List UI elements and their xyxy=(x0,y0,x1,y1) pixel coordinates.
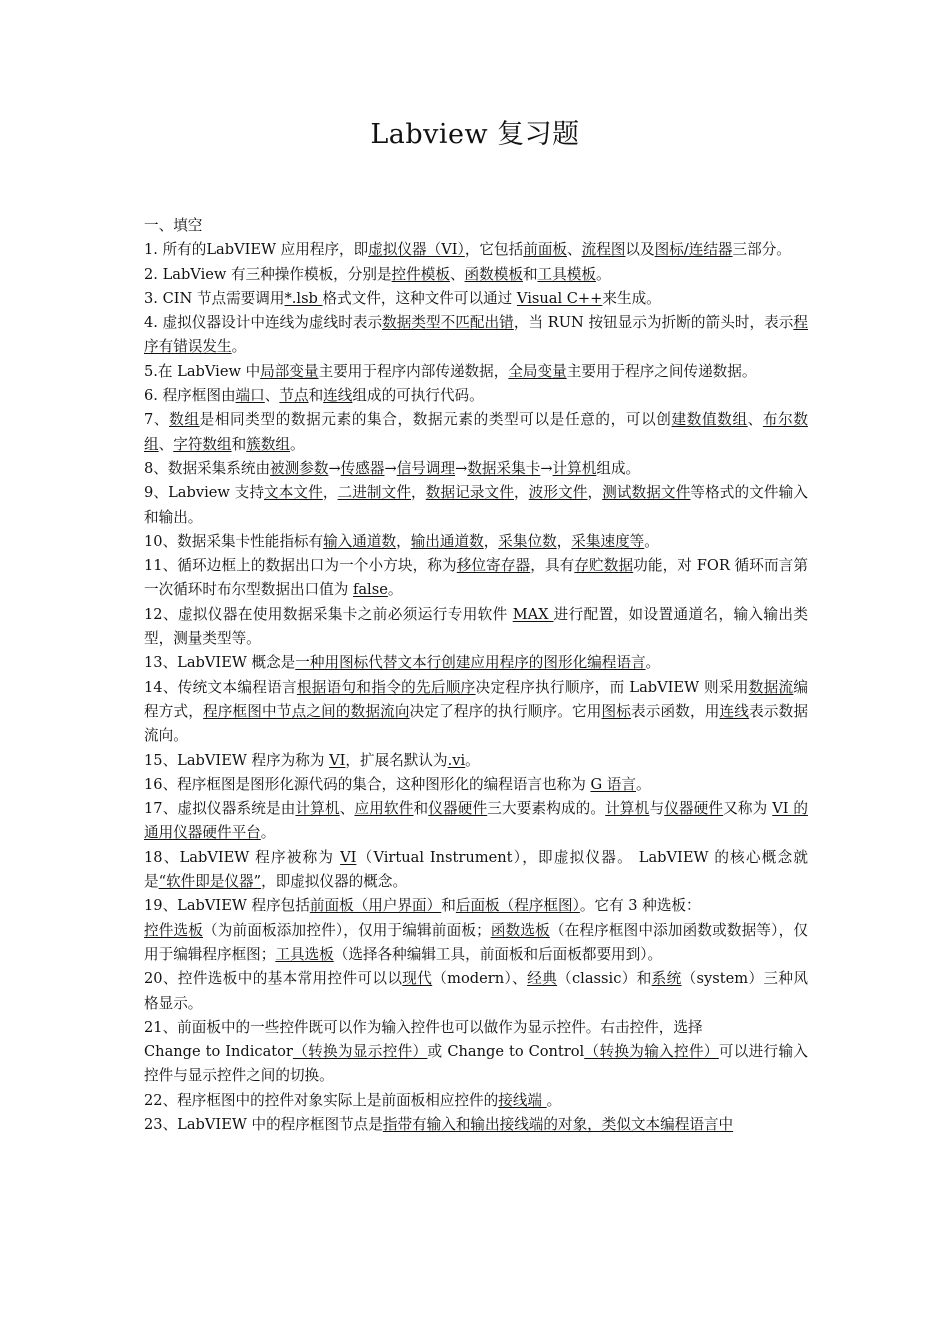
answer-blank: “软件即是仪器” xyxy=(158,873,262,891)
answer-blank: 计算机 xyxy=(552,459,597,477)
answer-blank: 计算机 xyxy=(295,800,340,818)
answer-blank: 端口 xyxy=(235,387,265,405)
answer-blank: false xyxy=(352,581,388,599)
question-text: ， xyxy=(556,532,572,550)
question-list xyxy=(144,238,808,1137)
answer-blank: 后面板（程序框图） xyxy=(455,897,580,915)
question-text: 和 xyxy=(413,800,429,818)
question-text: 9、Labview 支持 xyxy=(144,484,265,502)
question-text: 11、循环边框上的数据出口为一个小方块，称为 xyxy=(144,557,457,575)
question-text: 7、 xyxy=(144,411,170,429)
question-text: （选择各种编辑工具，前面板和后面板都要用到）。 xyxy=(333,945,663,963)
question-text: 可以进行输入控件与显示控件之间的切换。 xyxy=(144,1043,808,1085)
question-text: Change to Indicator xyxy=(144,1043,293,1061)
answer-blank: 工具选板 xyxy=(275,945,334,963)
question-text: 表示函数，用 xyxy=(631,702,720,720)
question-item xyxy=(144,457,808,481)
question-text: 又称为 xyxy=(723,800,773,818)
question-text: 8、数据采集系统由 xyxy=(144,459,271,477)
question-text: 三大要素构成的。 xyxy=(487,800,606,818)
question-text: 14、传统文本编程语言 xyxy=(144,678,297,696)
answer-blank: 数据采集卡 xyxy=(467,459,541,477)
answer-blank: .vi xyxy=(447,751,466,769)
question-text: → xyxy=(540,459,553,477)
answer-blank: VI 的通用仪器硬件平台 xyxy=(144,800,808,842)
question-item xyxy=(144,651,808,675)
answer-blank: 指带有输入和输出接线端的对象，类似文本编程语言中 xyxy=(382,1115,734,1133)
question-item xyxy=(144,408,808,457)
answer-blank: 建数值数组 xyxy=(671,411,748,429)
question-item xyxy=(144,530,808,554)
question-text: 13、LabVIEW 概念是 xyxy=(144,654,296,672)
question-text: 和 xyxy=(522,265,538,283)
question-text: 表示数据流向。 xyxy=(144,702,808,745)
question-text: 、 xyxy=(567,241,582,259)
answer-blank: 存贮数据 xyxy=(574,557,634,575)
question-text: 19、LabVIEW 程序包括 xyxy=(144,897,310,915)
document-title: Labview 复习题 xyxy=(370,119,580,150)
question-text: 。 xyxy=(290,435,305,453)
question-text: ，具有 xyxy=(530,557,575,575)
question-text: → xyxy=(455,459,468,477)
answer-blank: 应用软件 xyxy=(354,800,414,818)
question-text: 。 xyxy=(595,265,611,283)
question-text: → xyxy=(328,459,341,477)
question-text: 17、虚拟仪器系统是由 xyxy=(144,800,296,818)
answer-blank: 接线端 xyxy=(498,1091,547,1109)
question-text: 15、LabVIEW 程序为称为 xyxy=(144,751,330,769)
question-text: 决定了程序的执行顺序。它用 xyxy=(409,702,602,720)
question-text: 。 xyxy=(387,581,403,599)
answer-blank: 采集速度等 xyxy=(571,532,645,550)
question-text: 。 xyxy=(260,824,276,842)
document-body xyxy=(144,214,808,1137)
question-item xyxy=(144,967,808,1016)
answer-blank: VI xyxy=(340,848,357,866)
question-text: 23、LabVIEW 中的程序框图节点是 xyxy=(144,1115,383,1133)
answer-blank: 仪器硬件 xyxy=(664,800,724,818)
question-item xyxy=(144,554,808,603)
answer-blank: 节点 xyxy=(279,387,309,405)
question-text: 。 xyxy=(635,775,651,793)
question-text: 12、虚拟仪器在使用数据采集卡之前必须运行专用软件 xyxy=(144,605,513,623)
answer-blank: MAX xyxy=(512,605,554,623)
question-text: 、 xyxy=(339,800,355,818)
answer-blank: 连线 xyxy=(719,702,750,720)
question-text: 。 xyxy=(645,654,661,672)
question-text: ， xyxy=(411,484,426,502)
question-text: 和 xyxy=(231,435,247,453)
question-item xyxy=(144,773,808,797)
question-text: ，即虚拟仪器的概念。 xyxy=(261,873,408,891)
answer-blank: 数组 xyxy=(169,411,200,429)
question-text: 6. 程序框图由 xyxy=(144,387,236,405)
answer-blank: 程序框图中节点之间的数据流向 xyxy=(203,702,410,720)
answer-blank: 工具模板 xyxy=(537,265,596,283)
question-text: 组成。 xyxy=(596,459,641,477)
answer-blank: （转换为显示控件） xyxy=(292,1043,428,1061)
question-text: ， xyxy=(483,532,499,550)
answer-blank: 被测参数 xyxy=(270,459,329,477)
question-text: （Virtual Instrument），即虚拟仪器。 LabVIEW 的核心概念就是 xyxy=(144,848,808,891)
answer-blank: 控件选板 xyxy=(144,921,204,939)
answer-blank: VI xyxy=(329,751,346,769)
question-text: ， xyxy=(396,532,411,550)
question-text: 编程方式， xyxy=(144,678,808,720)
answer-blank: 移位寄存器 xyxy=(456,557,531,575)
question-text: 。 xyxy=(546,1091,562,1109)
question-text: 10、数据采集卡性能指标有 xyxy=(144,532,324,550)
question-text: 4. 虚拟仪器设计中连线为虚线时表示 xyxy=(144,314,383,332)
answer-blank: 测试数据文件 xyxy=(602,484,691,502)
question-text: （在程序框图中添加函数或数据等），仅用于编辑程序框图； xyxy=(144,921,808,963)
question-text: ， xyxy=(513,484,529,502)
answer-blank: 图标/连结器 xyxy=(654,241,733,259)
question-text: 18、LabVIEW 程序被称为 xyxy=(144,848,341,866)
question-text: 、 xyxy=(264,387,280,405)
question-text: → xyxy=(384,459,397,477)
question-text: 、 xyxy=(158,435,174,453)
answer-blank: 簇数组 xyxy=(246,435,291,453)
answer-blank: 前面板（用户界面） xyxy=(309,897,442,915)
question-text: 功能，对 FOR 循环而言第一次循环时布尔型数据出口值为 xyxy=(144,557,808,599)
question-item xyxy=(144,360,808,384)
answer-blank: 程序有错误发生 xyxy=(144,314,808,356)
question-text: 主要用于程序内部传递数据， xyxy=(318,362,509,380)
answer-blank: 采集位数 xyxy=(498,532,557,550)
question-text: ，扩展名默认为 xyxy=(345,751,448,769)
answer-blank: 局部变量 xyxy=(260,362,319,380)
answer-blank: 前面板 xyxy=(523,241,568,259)
question-text: 21、前面板中的一些控件既可以作为输入控件也可以做作为显示控件。右击控件，选择 xyxy=(144,1018,703,1036)
question-text: 3. CIN 节点需要调用 xyxy=(144,289,285,307)
answer-blank: （转换为输入控件） xyxy=(584,1043,719,1061)
answer-blank: *.lsb xyxy=(284,289,323,307)
answer-blank: 布尔数组 xyxy=(144,411,808,453)
question-text: 来生成。 xyxy=(602,289,661,307)
question-text: 20、控件选板中的基本常用控件可以以 xyxy=(144,970,403,988)
answer-blank: 经典 xyxy=(527,970,558,988)
question-text: （为前面板添加控件），仅用于编辑前面板； xyxy=(203,921,491,939)
question-text: 22、程序框图中的控件对象实际上是前面板相应控件的 xyxy=(144,1091,499,1109)
question-text: 组成的可执行代码。 xyxy=(352,387,484,405)
question-text: ， xyxy=(587,484,603,502)
question-item xyxy=(144,797,808,846)
question-item xyxy=(144,1089,808,1113)
answer-blank: 波形文件 xyxy=(528,484,588,502)
question-text: 2. LabView 有三种操作模板，分别是 xyxy=(144,265,392,283)
question-text: （classic）和 xyxy=(557,970,652,988)
question-item xyxy=(144,1113,808,1137)
question-text: 是相同类型的数据元素的集合，数据元素的类型可以是任意的，可以创 xyxy=(199,411,672,429)
question-text: 或 Change to Control xyxy=(427,1043,585,1061)
answer-blank: 现代 xyxy=(402,970,433,988)
question-item xyxy=(144,749,808,773)
answer-blank: 二进制文件 xyxy=(337,484,412,502)
answer-blank: 一种用图标代替文本行创建应用程序的图形化编程语言 xyxy=(295,654,646,672)
question-text: 决定程序执行顺序，而 LabVIEW 则采用 xyxy=(475,678,749,696)
answer-blank: 计算机 xyxy=(605,800,650,818)
question-item xyxy=(144,1016,808,1089)
question-item xyxy=(144,846,808,895)
question-item xyxy=(144,676,808,749)
answer-blank: 数据流 xyxy=(748,678,794,696)
question-text: 与 xyxy=(649,800,665,818)
answer-blank: 根据语句和指令的先后顺序 xyxy=(296,678,476,696)
answer-blank: 仪器硬件 xyxy=(428,800,488,818)
question-text: 5.在 LabView 中 xyxy=(144,362,261,380)
question-item xyxy=(144,263,808,287)
question-text: （system）三种风格显示。 xyxy=(144,970,808,1012)
answer-blank: 图标 xyxy=(601,702,631,720)
question-text: 进行配置，如设置通道名，输入输出类型，测量类型等。 xyxy=(144,605,808,648)
question-text: ，它包括 xyxy=(464,241,524,259)
question-text: （modern）、 xyxy=(432,970,528,988)
question-text: 主要用于程序之间传递数据。 xyxy=(566,362,757,380)
answer-blank: 全局变量 xyxy=(508,362,567,380)
question-text: ，当 RUN 按钮显示为折断的箭头时，表示 xyxy=(513,314,794,332)
question-text: 、 xyxy=(747,411,763,429)
question-item xyxy=(144,384,808,408)
question-text: 。 xyxy=(465,751,480,769)
question-text: 。它有 3 种选板： xyxy=(579,897,701,915)
section-heading: 一、填空 xyxy=(144,217,203,234)
question-text: 、 xyxy=(449,265,465,283)
answer-blank: 数据记录文件 xyxy=(425,484,514,502)
question-text: 和 xyxy=(308,387,324,405)
question-text: 和 xyxy=(441,897,456,915)
answer-blank: 控件模板 xyxy=(391,265,450,283)
question-text: ， xyxy=(322,484,338,502)
question-text: 格式文件，这种文件可以通过 xyxy=(322,289,517,307)
answer-blank: 虚拟仪器（VI） xyxy=(368,241,465,259)
question-item xyxy=(144,481,808,530)
question-text: 1. 所有的LabVIEW 应用程序，即 xyxy=(144,241,369,259)
answer-blank: Visual C++ xyxy=(516,289,603,307)
answer-blank: 数据类型不匹配出错 xyxy=(382,314,514,332)
answer-blank: 传感器 xyxy=(340,459,385,477)
answer-blank: G 语言 xyxy=(590,775,636,793)
question-text: 以及 xyxy=(625,241,655,259)
answer-blank: 流程图 xyxy=(581,241,626,259)
question-text: 。 xyxy=(644,532,659,550)
question-text: 。 xyxy=(231,338,247,356)
question-text: 等格式的文件输入和输出。 xyxy=(144,484,808,526)
answer-blank: 系统 xyxy=(651,970,682,988)
answer-blank: 字符数组 xyxy=(173,435,232,453)
question-item xyxy=(144,287,808,311)
question-item xyxy=(144,894,808,967)
question-item xyxy=(144,603,808,652)
answer-blank: 输出通道数 xyxy=(410,532,484,550)
answer-blank: 文本文件 xyxy=(264,484,323,502)
answer-blank: 函数选板 xyxy=(490,921,550,939)
answer-blank: 函数模板 xyxy=(464,265,523,283)
question-text: 16、程序框图是图形化源代码的集合，这种图形化的编程语言也称为 xyxy=(144,775,591,793)
answer-blank: 连线 xyxy=(323,387,353,405)
answer-blank: 信号调理 xyxy=(396,459,456,477)
answer-blank: 输入通道数 xyxy=(323,532,397,550)
question-text: 三部分。 xyxy=(732,241,791,259)
question-item xyxy=(144,311,808,360)
question-item xyxy=(144,238,808,262)
